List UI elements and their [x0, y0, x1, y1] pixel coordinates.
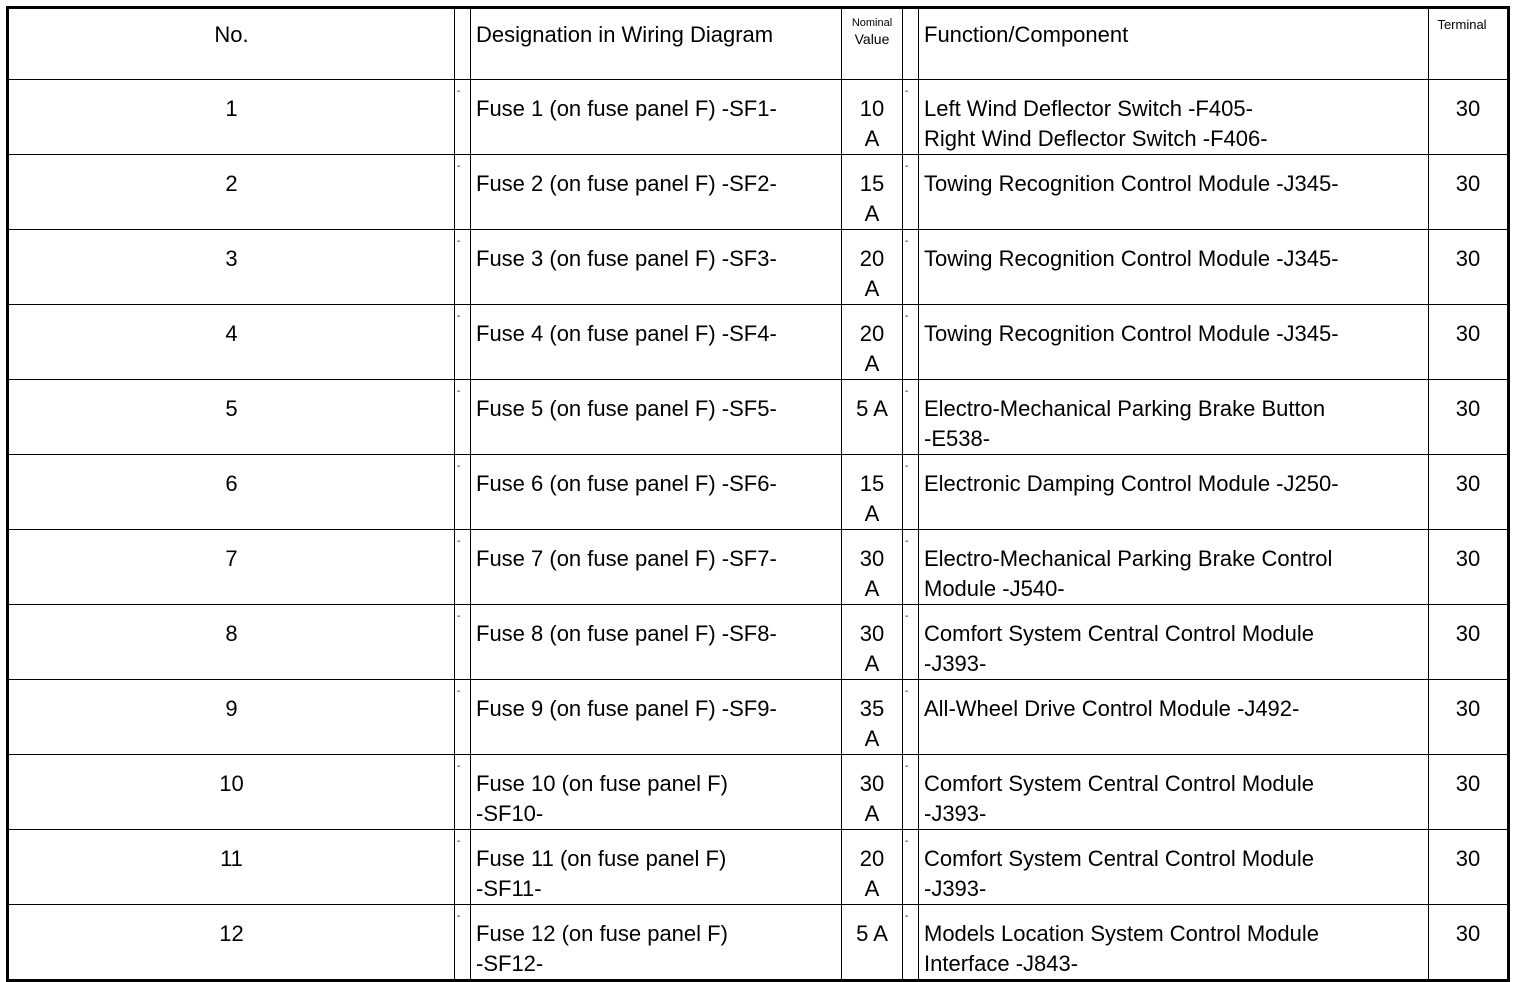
- header-nominal-line2: Value: [854, 31, 890, 47]
- terminal-cell: 30: [1429, 80, 1509, 155]
- fuse-table: [6, 6, 1510, 982]
- function-cell: [919, 680, 1429, 755]
- function-line: -E538-: [924, 426, 991, 452]
- nominal-value-cell: [842, 605, 903, 680]
- tick-mark: -: [457, 611, 461, 623]
- function-cell: [919, 605, 1429, 680]
- function-cell: [919, 455, 1429, 530]
- function-line: Models Location System Control Module: [924, 921, 1319, 947]
- header-row: [8, 8, 1509, 80]
- table-row: [8, 755, 1509, 830]
- tick-mark: -: [905, 911, 909, 923]
- nominal-value-line: 15: [859, 471, 885, 497]
- nominal-value-cell: [842, 830, 903, 905]
- nominal-value-line: A: [864, 501, 880, 527]
- designation-line: -SF11-: [476, 876, 542, 902]
- tick-mark: -: [457, 686, 461, 698]
- function-line: Comfort System Central Control Module: [924, 621, 1315, 647]
- row-spacer: [903, 755, 919, 830]
- tick-mark: -: [457, 386, 461, 398]
- designation-line: -SF10-: [476, 801, 544, 827]
- designation-line: Fuse 1 (on fuse panel F) -SF1-: [476, 96, 777, 122]
- fuse-number: 3: [8, 230, 455, 305]
- nominal-value-cell: [842, 80, 903, 155]
- designation-cell: [471, 680, 842, 755]
- nominal-value-line: 10: [859, 96, 885, 122]
- function-line: Towing Recognition Control Module -J345-: [924, 246, 1339, 272]
- function-line: Towing Recognition Control Module -J345-: [924, 171, 1339, 197]
- terminal-cell: 30: [1429, 755, 1509, 830]
- terminal-cell: 30: [1429, 530, 1509, 605]
- function-cell: [919, 830, 1429, 905]
- function-line: Towing Recognition Control Module -J345-: [924, 321, 1339, 347]
- fuse-number: 11: [8, 830, 455, 905]
- tick-mark: -: [905, 836, 909, 848]
- header-nominal-value: [842, 8, 903, 80]
- table-row: [8, 605, 1509, 680]
- tick-mark: -: [905, 311, 909, 323]
- function-line: -J393-: [924, 651, 987, 677]
- row-spacer: [903, 905, 919, 981]
- tick-mark: -: [457, 236, 461, 248]
- nominal-value-line: A: [864, 276, 880, 302]
- row-spacer: [903, 230, 919, 305]
- tick-mark: -: [905, 386, 909, 398]
- terminal-cell: 30: [1429, 905, 1509, 981]
- nominal-value-cell: [842, 155, 903, 230]
- designation-line: Fuse 3 (on fuse panel F) -SF3-: [476, 246, 777, 272]
- tick-mark: -: [905, 461, 909, 473]
- designation-cell: [471, 605, 842, 680]
- designation-cell: [471, 530, 842, 605]
- row-spacer: [455, 530, 471, 605]
- nominal-value-line: 30: [859, 621, 885, 647]
- tick-mark: -: [905, 86, 909, 98]
- function-cell: [919, 530, 1429, 605]
- nominal-value-cell: [842, 905, 903, 981]
- header-no: No.: [8, 8, 455, 80]
- fuse-number: 7: [8, 530, 455, 605]
- header-terminal-label: Terminal: [1437, 17, 1487, 32]
- row-spacer: [903, 680, 919, 755]
- nominal-value-line: 20: [859, 246, 885, 272]
- fuse-number: 12: [8, 905, 455, 981]
- designation-line: -SF12-: [476, 951, 544, 977]
- designation-cell: [471, 830, 842, 905]
- tick-mark: -: [905, 161, 909, 173]
- table-row: [8, 155, 1509, 230]
- function-line: Electronic Damping Control Module -J250-: [924, 471, 1339, 497]
- table-row: [8, 230, 1509, 305]
- row-spacer: [903, 530, 919, 605]
- function-line: -J393-: [924, 876, 987, 902]
- designation-line: Fuse 8 (on fuse panel F) -SF8-: [476, 621, 777, 647]
- tick-mark: -: [905, 236, 909, 248]
- terminal-cell: 30: [1429, 830, 1509, 905]
- row-spacer: [903, 830, 919, 905]
- tick-mark: -: [905, 611, 909, 623]
- row-spacer: [455, 230, 471, 305]
- fuse-number: 5: [8, 380, 455, 455]
- table-row: [8, 305, 1509, 380]
- function-cell: [919, 380, 1429, 455]
- terminal-cell: 30: [1429, 155, 1509, 230]
- designation-line: Fuse 5 (on fuse panel F) -SF5-: [476, 396, 777, 422]
- designation-cell: [471, 155, 842, 230]
- row-spacer: [903, 380, 919, 455]
- tick-mark: -: [457, 836, 461, 848]
- nominal-value-line: 5 A: [856, 921, 888, 947]
- function-cell: [919, 155, 1429, 230]
- tick-mark: -: [457, 461, 461, 473]
- nominal-value-cell: [842, 680, 903, 755]
- tick-mark: -: [905, 686, 909, 698]
- tick-mark: -: [457, 161, 461, 173]
- tick-mark: -: [457, 911, 461, 923]
- function-line: Comfort System Central Control Module: [924, 846, 1315, 872]
- fuse-number: 9: [8, 680, 455, 755]
- header-designation: Designation in Wiring Diagram: [471, 8, 842, 80]
- nominal-value-line: 30: [859, 771, 885, 797]
- table-row: [8, 905, 1509, 981]
- tick-mark: -: [457, 86, 461, 98]
- table-row: [8, 680, 1509, 755]
- table-row: [8, 380, 1509, 455]
- designation-line: Fuse 9 (on fuse panel F) -SF9-: [476, 696, 777, 722]
- header-nominal-line1: Nominal: [851, 17, 893, 29]
- row-spacer: [903, 605, 919, 680]
- nominal-value-line: 35: [859, 696, 885, 722]
- nominal-value-line: A: [864, 351, 880, 377]
- nominal-value-line: 20: [859, 321, 885, 347]
- fuse-number: 2: [8, 155, 455, 230]
- designation-cell: [471, 455, 842, 530]
- designation-cell: [471, 380, 842, 455]
- function-cell: [919, 905, 1429, 981]
- nominal-value-cell: [842, 305, 903, 380]
- nominal-value-line: A: [864, 651, 880, 677]
- function-cell: [919, 755, 1429, 830]
- table-row: [8, 80, 1509, 155]
- function-line: All-Wheel Drive Control Module -J492-: [924, 696, 1300, 722]
- designation-line: Fuse 7 (on fuse panel F) -SF7-: [476, 546, 777, 572]
- tick-mark: -: [905, 761, 909, 773]
- nominal-value-cell: [842, 455, 903, 530]
- function-cell: [919, 305, 1429, 380]
- nominal-value-line: A: [864, 801, 880, 827]
- header-function: Function/Component: [919, 8, 1429, 80]
- nominal-value-line: A: [864, 201, 880, 227]
- row-spacer: [455, 680, 471, 755]
- function-line: Module -J540-: [924, 576, 1065, 602]
- fuse-number: 8: [8, 605, 455, 680]
- function-line: Left Wind Deflector Switch -F405-: [924, 96, 1253, 122]
- terminal-cell: 30: [1429, 455, 1509, 530]
- terminal-cell: 30: [1429, 680, 1509, 755]
- table-row: [8, 455, 1509, 530]
- row-spacer: [903, 455, 919, 530]
- table-row: [8, 530, 1509, 605]
- designation-line: Fuse 4 (on fuse panel F) -SF4-: [476, 321, 777, 347]
- table-row: [8, 830, 1509, 905]
- function-line: Comfort System Central Control Module: [924, 771, 1315, 797]
- header-spacer: [455, 8, 471, 80]
- terminal-cell: 30: [1429, 305, 1509, 380]
- row-spacer: [455, 905, 471, 981]
- row-spacer: [455, 455, 471, 530]
- function-line: -J393-: [924, 801, 987, 827]
- header-terminal: [1429, 8, 1509, 80]
- function-line: Electro-Mechanical Parking Brake Button: [924, 396, 1326, 422]
- terminal-cell: 30: [1429, 380, 1509, 455]
- nominal-value-cell: [842, 755, 903, 830]
- function-cell: [919, 80, 1429, 155]
- row-spacer: [903, 305, 919, 380]
- nominal-value-line: 15: [859, 171, 885, 197]
- tick-mark: -: [457, 311, 461, 323]
- row-spacer: [455, 80, 471, 155]
- designation-line: Fuse 6 (on fuse panel F) -SF6-: [476, 471, 777, 497]
- row-spacer: [455, 305, 471, 380]
- tick-mark: -: [457, 761, 461, 773]
- nominal-value-cell: [842, 380, 903, 455]
- row-spacer: [455, 380, 471, 455]
- designation-line: Fuse 10 (on fuse panel F): [476, 771, 728, 797]
- nominal-value-line: A: [864, 576, 880, 602]
- function-cell: [919, 230, 1429, 305]
- terminal-cell: 30: [1429, 605, 1509, 680]
- designation-cell: [471, 905, 842, 981]
- tick-mark: -: [905, 536, 909, 548]
- fuse-number: 6: [8, 455, 455, 530]
- designation-cell: [471, 755, 842, 830]
- nominal-value-line: A: [864, 726, 880, 752]
- row-spacer: [455, 605, 471, 680]
- designation-line: Fuse 11 (on fuse panel F): [476, 846, 727, 872]
- nominal-value-line: 30: [859, 546, 885, 572]
- row-spacer: [903, 80, 919, 155]
- fuse-number: 10: [8, 755, 455, 830]
- nominal-value-cell: [842, 230, 903, 305]
- terminal-cell: 30: [1429, 230, 1509, 305]
- nominal-value-line: A: [864, 126, 880, 152]
- function-line: Electro-Mechanical Parking Brake Control: [924, 546, 1333, 572]
- row-spacer: [455, 830, 471, 905]
- nominal-value-line: 5 A: [856, 396, 888, 422]
- nominal-value-cell: [842, 530, 903, 605]
- designation-line: Fuse 2 (on fuse panel F) -SF2-: [476, 171, 777, 197]
- function-line: Interface -J843-: [924, 951, 1079, 977]
- function-line: Right Wind Deflector Switch -F406-: [924, 126, 1268, 152]
- fuse-number: 1: [8, 80, 455, 155]
- tick-mark: -: [457, 536, 461, 548]
- row-spacer: [455, 155, 471, 230]
- designation-cell: [471, 230, 842, 305]
- nominal-value-line: 20: [859, 846, 885, 872]
- designation-cell: [471, 80, 842, 155]
- designation-line: Fuse 12 (on fuse panel F): [476, 921, 728, 947]
- fuse-number: 4: [8, 305, 455, 380]
- nominal-value-line: A: [864, 876, 880, 902]
- row-spacer: [903, 155, 919, 230]
- header-spacer: [903, 8, 919, 80]
- row-spacer: [455, 755, 471, 830]
- designation-cell: [471, 305, 842, 380]
